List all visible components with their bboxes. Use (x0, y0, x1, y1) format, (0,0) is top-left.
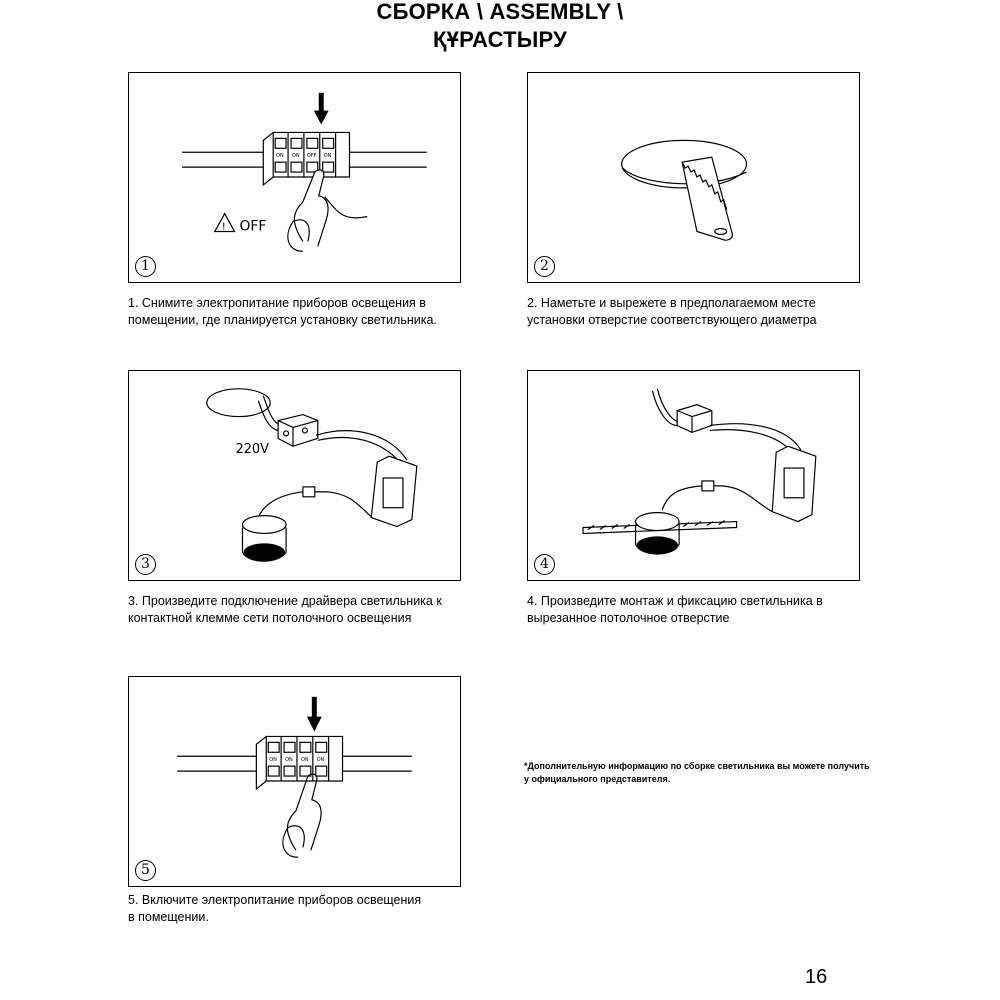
page-title-line-2: ҚҰРАСТЫРУ (433, 27, 567, 52)
cut-hole-drawing (528, 73, 859, 282)
driver-connection-drawing (129, 371, 460, 580)
step-number-5: 5 (135, 860, 156, 881)
switch-label-3: OFF (306, 153, 317, 160)
page-number: 16 (805, 966, 828, 988)
switch-label-1: ON (276, 153, 284, 160)
step-4-caption (527, 593, 823, 627)
breaker-on-drawing (129, 677, 460, 886)
step-5-caption (128, 892, 421, 926)
step-3-illustration (128, 370, 461, 581)
footnote (524, 760, 870, 785)
step-4-caption-line-2: вырезанное потолочное отверстие (527, 611, 730, 625)
step-1-caption-line-2: помещении, где планируется установку светильника. (128, 313, 437, 327)
off-label: OFF (239, 218, 267, 235)
step-number-2: 2 (534, 256, 555, 277)
step-1-caption (128, 295, 437, 329)
step-1-illustration (128, 72, 461, 283)
step-1-caption-line-1: 1. Снимите электропитание приборов освещения в (128, 296, 426, 310)
switch-label-3: ON (300, 757, 309, 764)
mounting-drawing (528, 371, 859, 580)
breaker-off-drawing (129, 73, 460, 282)
step-2-caption-line-1: 2. Наметьте и вырежете в предполагаемом месте (527, 296, 816, 310)
step-4-caption-line-1: 4. Произведите монтаж и фиксацию светильника в (527, 594, 823, 608)
footnote-line-1: *Дополнительную информацию по сборке светильника вы можете получить (524, 761, 870, 771)
step-3-caption-line-2: контактной клемме сети потолочного освещения (128, 611, 412, 625)
step-number-3: 3 (135, 554, 156, 575)
switch-label-4: ON (323, 153, 332, 160)
step-5-caption-line-1: 5. Включите электропитание приборов освещения (128, 893, 422, 907)
switch-label-4: ON (316, 757, 325, 764)
voltage-label: 220V (235, 442, 269, 458)
switch-label-2: ON (285, 757, 293, 764)
step-5-caption-line-2: в помещении. (128, 910, 209, 924)
switch-label-2: ON (292, 153, 300, 160)
switch-label-1: ON (269, 757, 277, 764)
step-2-caption-line-2: установки отверстие соответствующего диаметра (527, 313, 817, 327)
step-3-caption-line-1: 3. Произведите подключение драйвера светильника к (128, 594, 442, 608)
step-2-illustration (527, 72, 860, 283)
warning-icon: ! (221, 221, 226, 233)
step-number-1: 1 (135, 256, 156, 277)
step-5-illustration (128, 676, 461, 887)
step-3-caption (128, 593, 442, 627)
step-number-4: 4 (534, 554, 555, 575)
footnote-line-2: у официального представителя. (524, 773, 671, 784)
page-title-line-1: СБОРКА \ ASSEMBLY \ (376, 0, 624, 24)
step-4-illustration (527, 370, 860, 581)
step-2-caption (527, 295, 817, 329)
